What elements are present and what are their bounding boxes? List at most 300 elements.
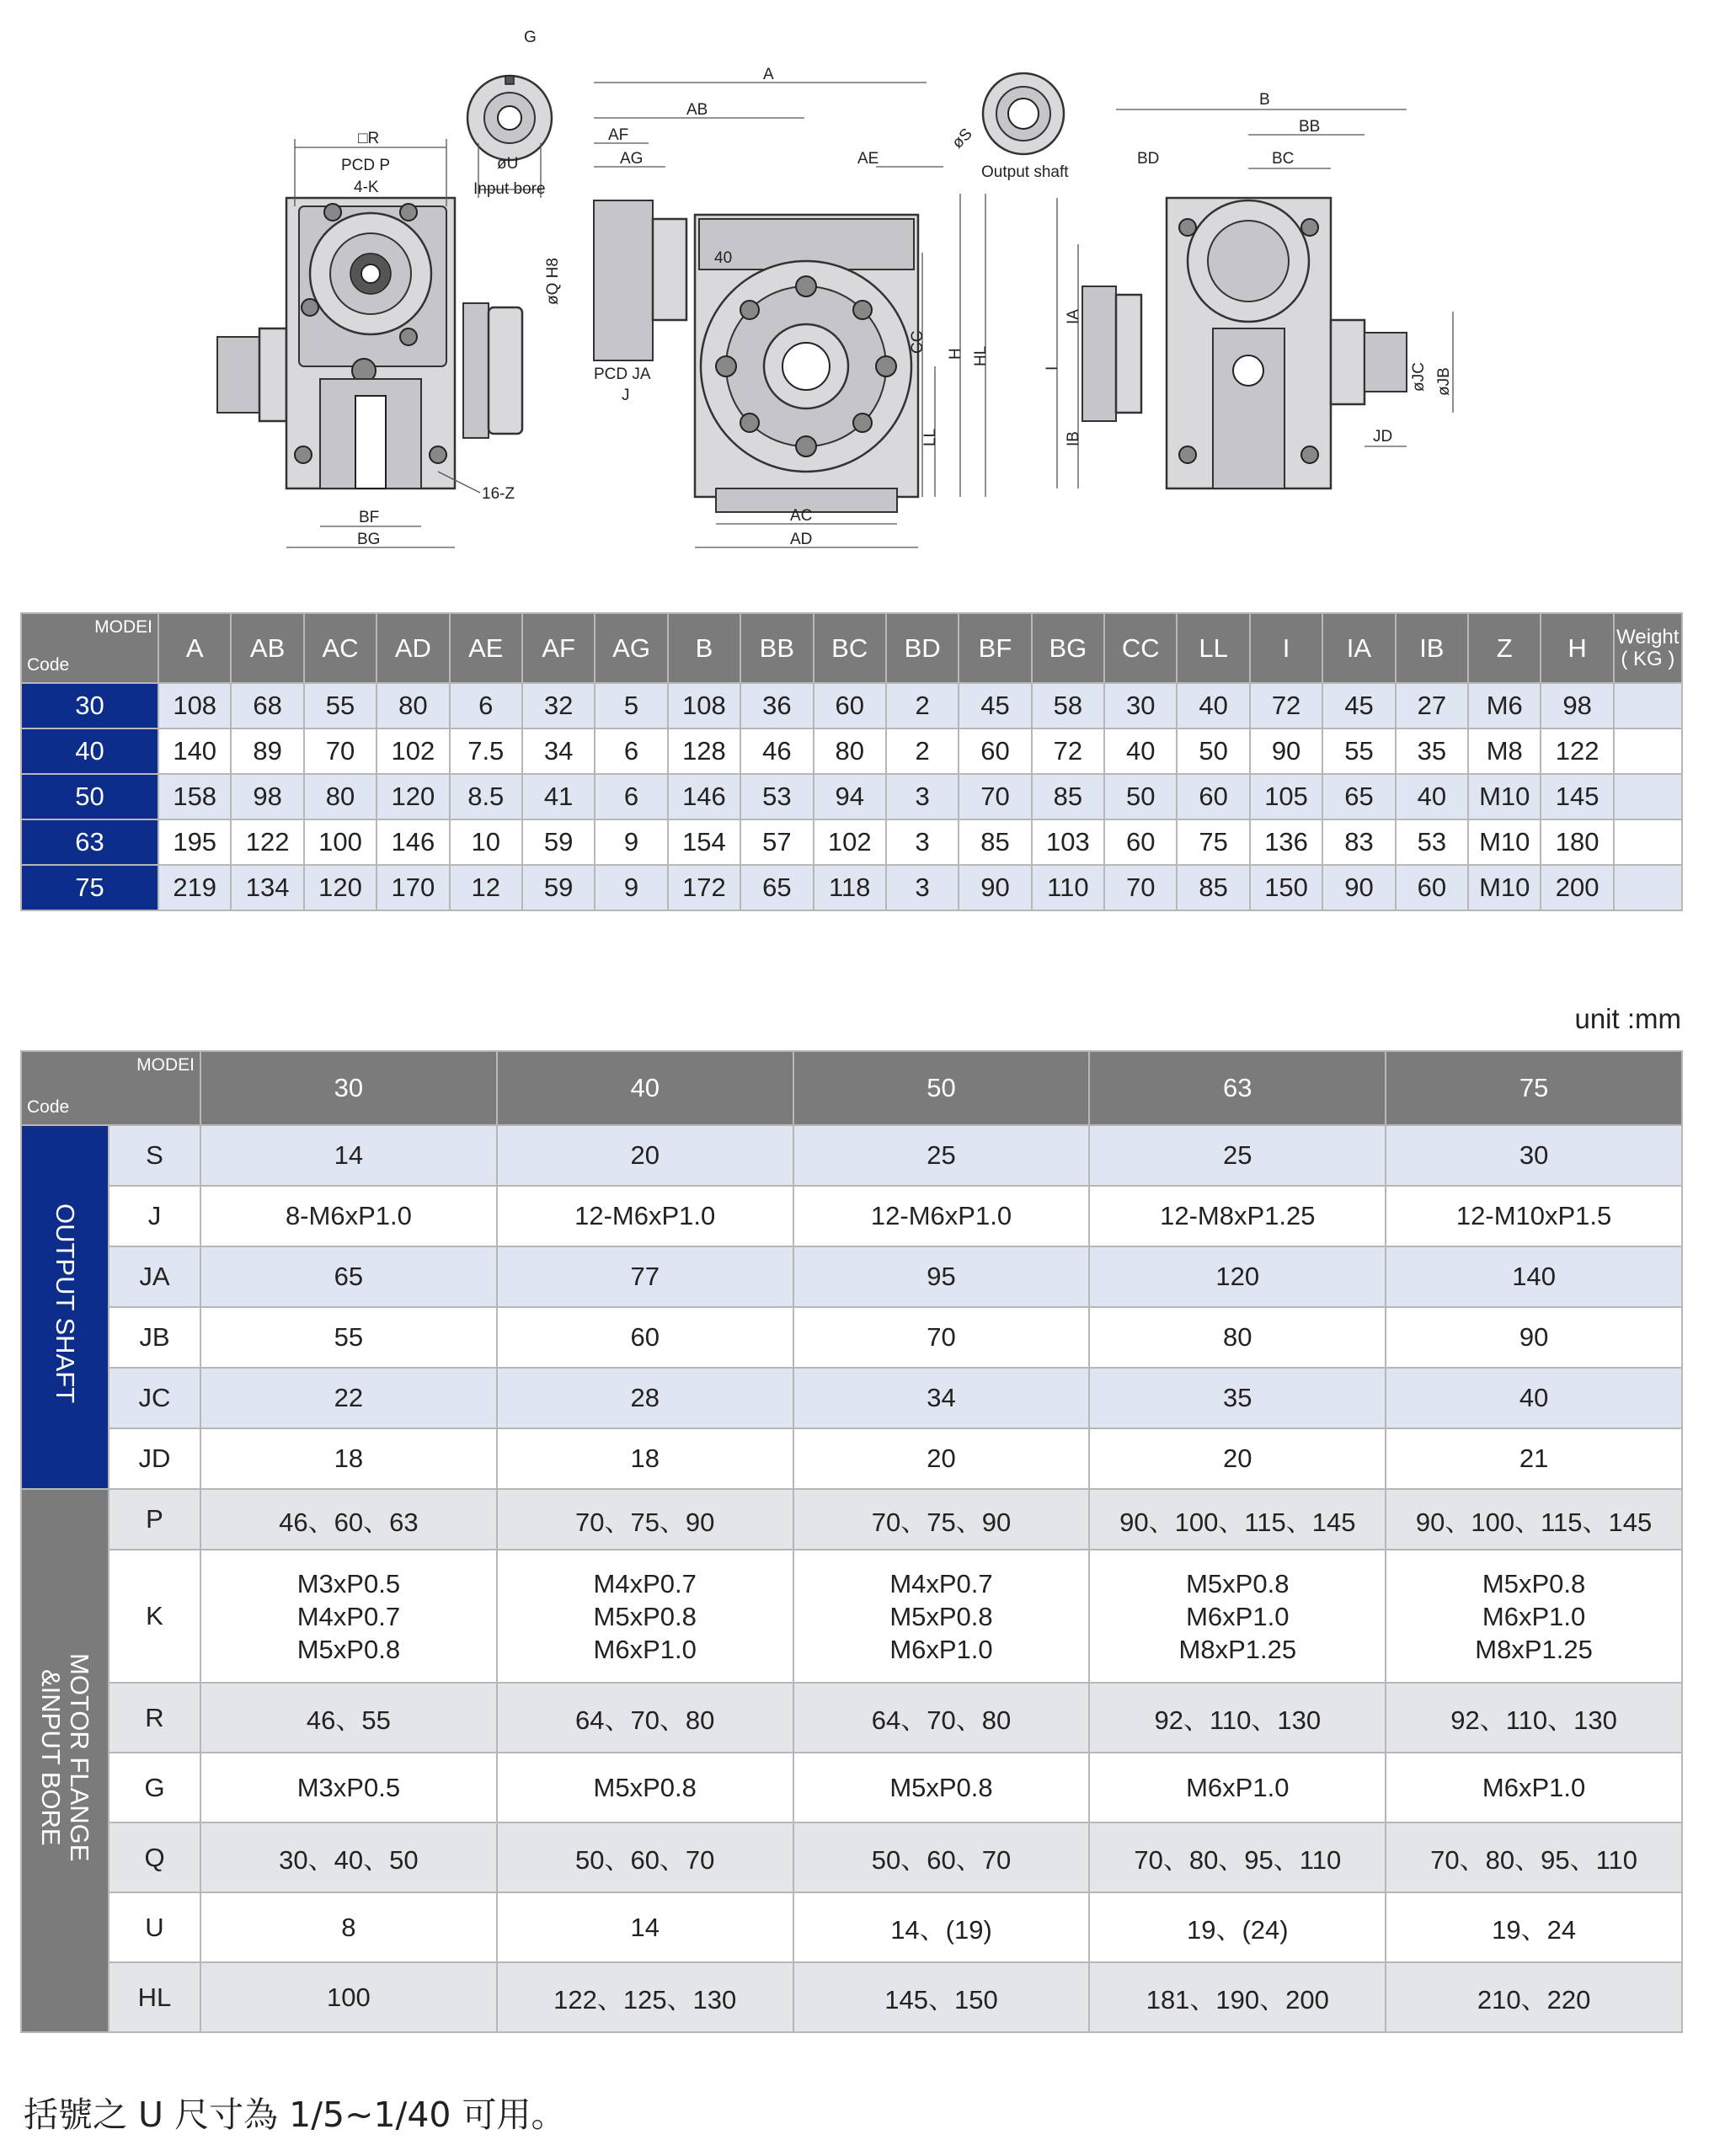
table-row	[21, 728, 1682, 774]
front-view	[544, 66, 990, 548]
table-cell: 35	[1396, 728, 1468, 774]
group-label-motor-flange	[21, 1489, 109, 2032]
dim-BG-label: BG	[357, 531, 381, 548]
cell-line: M5xP0.8	[889, 1601, 993, 1631]
table-row	[21, 819, 1682, 865]
model-header: 30	[200, 1051, 497, 1125]
table-cell: 134	[231, 865, 303, 910]
table-cell: 180	[1541, 819, 1613, 865]
dim-BC-label: BC	[1272, 150, 1295, 168]
cell-line: M4xP0.7	[296, 1601, 401, 1631]
table-cell: 120	[304, 865, 377, 910]
table-cell: M10	[1468, 774, 1541, 819]
table-cell: 210、220	[1386, 1962, 1682, 2032]
table-body	[21, 1125, 1682, 2032]
table-cell: 98	[1541, 683, 1613, 728]
table-cell: 98	[231, 774, 303, 819]
col-header: AE	[450, 613, 522, 683]
table-cell: 6	[450, 683, 522, 728]
table-cell: 92、110、130	[1386, 1683, 1682, 1753]
row-code-cell: 75	[21, 865, 158, 910]
row-code-cell: 40	[21, 728, 158, 774]
table-cell: 150	[1250, 865, 1322, 910]
table-cell: 46、60、63	[200, 1489, 497, 1550]
dim-AG-label: AG	[620, 150, 644, 168]
table-cell: 181、190、200	[1089, 1962, 1386, 2032]
table-cell: 30	[1386, 1125, 1682, 1186]
table-cell: 80	[304, 774, 377, 819]
table-cell: 50	[1177, 728, 1249, 774]
dim-R-label: □R	[358, 130, 380, 147]
table-cell: 12-M6xP1.0	[793, 1186, 1090, 1246]
dim-JD-label: JD	[1373, 428, 1393, 446]
table-cell: 80	[814, 728, 886, 774]
dim-4k-label: 4-K	[354, 179, 379, 196]
table-cell: 110	[1032, 865, 1104, 910]
table-cell: 140	[158, 728, 231, 774]
dim-U-label: øU	[497, 155, 519, 173]
table-cell: 55	[200, 1307, 497, 1368]
table-corner-cell	[21, 613, 158, 683]
table-cell: 60	[814, 683, 886, 728]
dim-H-label: H	[947, 348, 964, 360]
cell-line: M5xP0.8	[593, 1601, 697, 1631]
col-header: Z	[1468, 613, 1541, 683]
table-cell: 70	[793, 1307, 1090, 1368]
table-cell: 145、150	[793, 1962, 1090, 2032]
col-header: H	[1541, 613, 1613, 683]
row-key-cell: G	[109, 1753, 200, 1822]
dim-J-label: J	[622, 387, 630, 404]
row-code-cell: 30	[21, 683, 158, 728]
table-cell: 89	[231, 728, 303, 774]
table-cell: 34	[793, 1368, 1090, 1428]
table-row	[21, 683, 1682, 728]
cell-line: M8xP1.25	[1178, 1634, 1297, 1664]
row-key-cell: J	[109, 1186, 200, 1246]
dim-16z-label: 16-Z	[482, 485, 515, 503]
col-header-weight	[1614, 613, 1682, 683]
row-key-cell: K	[109, 1550, 200, 1683]
table-cell: 100	[200, 1962, 497, 2032]
table-row	[21, 1550, 1682, 1683]
cell-line: M5xP0.8	[1482, 1568, 1586, 1598]
dim-BF-label: BF	[359, 509, 380, 526]
table-cell: 60	[1396, 865, 1468, 910]
table-cell: 59	[522, 819, 595, 865]
table-cell: 2	[886, 728, 959, 774]
dim-I-label: I	[1044, 366, 1061, 371]
table-row	[21, 1962, 1682, 2032]
table-cell: 195	[158, 819, 231, 865]
cell-line: M6xP1.0	[1482, 1601, 1586, 1631]
table-cell: 8.5	[450, 774, 522, 819]
table-cell: 70、80、95、110	[1386, 1822, 1682, 1892]
row-key-cell: U	[109, 1892, 200, 1962]
table-cell: 95	[793, 1246, 1090, 1307]
table-cell: 154	[668, 819, 740, 865]
row-key-cell: JA	[109, 1246, 200, 1307]
col-header: BG	[1032, 613, 1104, 683]
input-bore-detail	[467, 29, 552, 198]
table-cell: 19、24	[1386, 1892, 1682, 1962]
col-header: AB	[231, 613, 303, 683]
dim-BB-label: BB	[1299, 118, 1321, 136]
table-corner-cell	[21, 1051, 200, 1125]
table-cell: 70、75、90	[497, 1489, 793, 1550]
dim-IB-label: IB	[1065, 431, 1082, 446]
table-row	[21, 1186, 1682, 1246]
table-cell: 9	[595, 819, 667, 865]
cell-line: M5xP0.8	[1186, 1568, 1290, 1598]
dim-G-label: G	[524, 29, 537, 46]
table-cell: 158	[158, 774, 231, 819]
table-cell: 14、(19)	[793, 1892, 1090, 1962]
table-cell: 80	[377, 683, 449, 728]
table-cell: 55	[304, 683, 377, 728]
table-cell: 50、60、70	[497, 1822, 793, 1892]
table-cell: M10	[1468, 865, 1541, 910]
table-cell: 25	[1089, 1125, 1386, 1186]
table-cell: 72	[1032, 728, 1104, 774]
table-cell: 70、80、95、110	[1089, 1822, 1386, 1892]
dim-pcdp-label: PCD P	[341, 157, 391, 174]
input-bore-caption: Input bore	[473, 180, 546, 198]
table-cell: 83	[1322, 819, 1395, 865]
group-label-line2: &INPUT BORE	[36, 1668, 66, 1846]
table-cell: 80	[1089, 1307, 1386, 1368]
table-row	[21, 1368, 1682, 1428]
table-cell: 72	[1250, 683, 1322, 728]
col-header: B	[668, 613, 740, 683]
weight-cell	[1614, 683, 1682, 728]
output-shaft-caption: Output shaft	[981, 163, 1069, 181]
table-cell: 30、40、50	[200, 1822, 497, 1892]
group-label-line1: MOTOR FLANGE	[65, 1652, 94, 1862]
table-cell: 120	[1089, 1246, 1386, 1307]
dim-JC-label: øJC	[1410, 362, 1428, 392]
table-cell: 90、100、115、145	[1089, 1489, 1386, 1550]
row-key-cell: JD	[109, 1428, 200, 1489]
dim-AE-label: AE	[857, 150, 879, 168]
table-cell: 70	[304, 728, 377, 774]
cell-line: M4xP0.7	[593, 1568, 697, 1598]
table-cell: 200	[1541, 865, 1613, 910]
col-header: I	[1250, 613, 1322, 683]
table-cell: 122	[231, 819, 303, 865]
cell-line: M6xP1.0	[889, 1634, 993, 1664]
weight-cell	[1614, 728, 1682, 774]
table-cell: 105	[1250, 774, 1322, 819]
dim-IA-label: IA	[1065, 309, 1082, 324]
col-header: BB	[740, 613, 813, 683]
table-cell: 14	[200, 1125, 497, 1186]
table-header-row	[21, 1051, 1682, 1125]
gearbox-dimension-drawing	[211, 17, 1508, 556]
dim-HL-label: HL	[972, 345, 990, 366]
table-cell: 50、60、70	[793, 1822, 1090, 1892]
col-header: BF	[959, 613, 1031, 683]
table-cell: 45	[1322, 683, 1395, 728]
table-cell: 85	[959, 819, 1031, 865]
row-key-cell: S	[109, 1125, 200, 1186]
col-header: AC	[304, 613, 377, 683]
group-label-text: OUTPUT SHAFT	[51, 1203, 80, 1404]
table-cell: 30	[1104, 683, 1177, 728]
col-header: IB	[1396, 613, 1468, 683]
table-cell: 7.5	[450, 728, 522, 774]
table-cell: 70	[959, 774, 1031, 819]
table-cell: 14	[497, 1892, 793, 1962]
table-cell: M5xP0.8	[497, 1753, 793, 1822]
dimension-table-flange	[20, 1050, 1683, 2033]
table-cell: 60	[497, 1307, 793, 1368]
row-key-cell: HL	[109, 1962, 200, 2032]
dim-BD-label: BD	[1137, 150, 1160, 168]
table-cell: 28	[497, 1368, 793, 1428]
table-cell: 27	[1396, 683, 1468, 728]
col-header: AG	[595, 613, 667, 683]
table-cell: 5	[595, 683, 667, 728]
table-row	[21, 1683, 1682, 1753]
table-cell: 90	[959, 865, 1031, 910]
table-cell: 118	[814, 865, 886, 910]
dim-JB-label: øJB	[1435, 367, 1453, 396]
table-cell	[200, 1550, 497, 1683]
dimension-table-main	[20, 612, 1683, 911]
table-body	[21, 683, 1682, 910]
table-cell: 60	[1104, 819, 1177, 865]
cell-line: M6xP1.0	[593, 1634, 697, 1664]
table-cell: 55	[1322, 728, 1395, 774]
side-view	[1044, 91, 1453, 488]
table-cell: 19、(24)	[1089, 1892, 1386, 1962]
table-cell: M6	[1468, 683, 1541, 728]
table-cell: 6	[595, 774, 667, 819]
table-cell: 140	[1386, 1246, 1682, 1307]
corner-model-label: MODEI	[136, 1055, 195, 1075]
table-cell: M5xP0.8	[793, 1753, 1090, 1822]
technical-drawing	[211, 17, 1508, 556]
group-label-text	[36, 1653, 93, 1861]
table-row	[21, 1307, 1682, 1368]
table-cell: 58	[1032, 683, 1104, 728]
model-header: 40	[497, 1051, 793, 1125]
table-cell: 219	[158, 865, 231, 910]
col-header: AF	[522, 613, 595, 683]
col-header: AD	[377, 613, 449, 683]
table-cell: 32	[522, 683, 595, 728]
table-row	[21, 865, 1682, 910]
dim-LL-label: LL	[921, 428, 939, 446]
table-row	[21, 1892, 1682, 1962]
table-cell: 65	[1322, 774, 1395, 819]
unit-label: unit :mm	[1574, 1003, 1681, 1034]
table-cell: 34	[522, 728, 595, 774]
table-cell: M6xP1.0	[1089, 1753, 1386, 1822]
row-key-cell: Q	[109, 1822, 200, 1892]
dim-S-label: øS	[948, 125, 976, 152]
table-cell: 75	[1177, 819, 1249, 865]
dim-AB-label: AB	[686, 101, 708, 119]
table-cell: 18	[497, 1428, 793, 1489]
table-cell: 36	[740, 683, 813, 728]
table-header-row	[21, 613, 1682, 683]
table-cell: 12-M10xP1.5	[1386, 1186, 1682, 1246]
table-cell: 136	[1250, 819, 1322, 865]
cell-line: M3xP0.5	[296, 1568, 401, 1598]
dim-pcdja-label: PCD JA	[594, 366, 651, 383]
table-cell: 40	[1104, 728, 1177, 774]
row-code-cell: 63	[21, 819, 158, 865]
weight-cell	[1614, 819, 1682, 865]
table-cell: 46	[740, 728, 813, 774]
table-cell: 122	[1541, 728, 1613, 774]
model-header: 63	[1089, 1051, 1386, 1125]
table-cell: 146	[377, 819, 449, 865]
table-cell: 41	[522, 774, 595, 819]
table-cell: 94	[814, 774, 886, 819]
table-cell: 108	[668, 683, 740, 728]
table-cell: 40	[1177, 683, 1249, 728]
table-cell: 70、75、90	[793, 1489, 1090, 1550]
table-cell: 146	[668, 774, 740, 819]
table-cell: 12-M6xP1.0	[497, 1186, 793, 1246]
table-cell: 25	[793, 1125, 1090, 1186]
table-cell: 170	[377, 865, 449, 910]
corner-code-label: Code	[27, 1097, 70, 1117]
table-cell: 22	[200, 1368, 497, 1428]
table-row	[21, 774, 1682, 819]
table-cell: 92、110、130	[1089, 1683, 1386, 1753]
weight-cell	[1614, 865, 1682, 910]
table-cell: 40	[1386, 1368, 1682, 1428]
table-cell: 100	[304, 819, 377, 865]
table-cell: 2	[886, 683, 959, 728]
table-cell: 85	[1032, 774, 1104, 819]
col-header: BD	[886, 613, 959, 683]
table-cell: 65	[200, 1246, 497, 1307]
col-header: BC	[814, 613, 886, 683]
model-header: 75	[1386, 1051, 1682, 1125]
table-cell: 12-M8xP1.25	[1089, 1186, 1386, 1246]
table-cell: 65	[740, 865, 813, 910]
table-cell: 102	[377, 728, 449, 774]
table-cell: 145	[1541, 774, 1613, 819]
table-cell: 3	[886, 774, 959, 819]
row-code-cell: 50	[21, 774, 158, 819]
col-header: LL	[1177, 613, 1249, 683]
table-cell: M8	[1468, 728, 1541, 774]
col-header: A	[158, 613, 231, 683]
table-cell: 90	[1322, 865, 1395, 910]
weight-label: Weight ( KG )	[1616, 625, 1680, 670]
table-cell	[1089, 1550, 1386, 1683]
table-cell: 60	[1177, 774, 1249, 819]
row-key-cell: JB	[109, 1307, 200, 1368]
table-cell: 70	[1104, 865, 1177, 910]
table-cell: 77	[497, 1246, 793, 1307]
dim-Q-label: øQ H8	[544, 258, 562, 305]
corner-model-label: MODEI	[94, 617, 152, 637]
table-cell: 8	[200, 1892, 497, 1962]
table-cell: 64、70、80	[793, 1683, 1090, 1753]
table-cell: 68	[231, 683, 303, 728]
row-key-cell: JC	[109, 1368, 200, 1428]
dim-B-label: B	[1259, 91, 1270, 109]
table-row	[21, 1246, 1682, 1307]
col-header: IA	[1322, 613, 1395, 683]
table-cell: 120	[377, 774, 449, 819]
cell-line: M6xP1.0	[1186, 1601, 1290, 1631]
table-cell: 53	[1396, 819, 1468, 865]
table-cell: 122、125、130	[497, 1962, 793, 2032]
table-row	[21, 1822, 1682, 1892]
table-cell: 9	[595, 865, 667, 910]
dim-AF-label: AF	[608, 126, 629, 144]
table-cell: 50	[1104, 774, 1177, 819]
table-cell: 18	[200, 1428, 497, 1489]
table-row	[21, 1125, 1682, 1186]
table-cell: 20	[1089, 1428, 1386, 1489]
table-cell: 46、55	[200, 1683, 497, 1753]
table-cell: 6	[595, 728, 667, 774]
table-cell: M3xP0.5	[200, 1753, 497, 1822]
table-cell: 3	[886, 819, 959, 865]
model-header: 50	[793, 1051, 1090, 1125]
table-cell: 21	[1386, 1428, 1682, 1489]
table-cell: 53	[740, 774, 813, 819]
cell-line: M4xP0.7	[889, 1568, 993, 1598]
table-cell: 103	[1032, 819, 1104, 865]
footnote: 括號之 U 尺寸為 1/5~1/40 可用。	[24, 2095, 566, 2135]
table-cell: 8-M6xP1.0	[200, 1186, 497, 1246]
table-cell: 3	[886, 865, 959, 910]
table-row	[21, 1753, 1682, 1822]
dim-A-label: A	[763, 66, 774, 83]
table-cell: 64、70、80	[497, 1683, 793, 1753]
table-cell: 102	[814, 819, 886, 865]
weight-cell	[1614, 774, 1682, 819]
table-cell: 45	[959, 683, 1031, 728]
cell-line: M8xP1.25	[1475, 1634, 1593, 1664]
table-cell	[793, 1550, 1090, 1683]
table-cell: 172	[668, 865, 740, 910]
row-key-cell: P	[109, 1489, 200, 1550]
table-cell: 128	[668, 728, 740, 774]
table-cell	[1386, 1550, 1682, 1683]
table-cell: 59	[522, 865, 595, 910]
group-label-output-shaft	[21, 1125, 109, 1489]
table-cell: 90	[1386, 1307, 1682, 1368]
table-cell: 40	[1396, 774, 1468, 819]
table-cell: 85	[1177, 865, 1249, 910]
table-cell: 35	[1089, 1368, 1386, 1428]
table-cell: 20	[793, 1428, 1090, 1489]
table-cell: 90、100、115、145	[1386, 1489, 1682, 1550]
dim-CC-label: CC	[909, 330, 927, 354]
dim-AC-label: AC	[790, 507, 813, 525]
table-cell: 60	[959, 728, 1031, 774]
table-cell: 20	[497, 1125, 793, 1186]
corner-code-label: Code	[27, 655, 70, 675]
table-cell: 108	[158, 683, 231, 728]
table-cell: 10	[450, 819, 522, 865]
table-cell: M6xP1.0	[1386, 1753, 1682, 1822]
table-row	[21, 1489, 1682, 1550]
col-header: CC	[1104, 613, 1177, 683]
row-key-cell: R	[109, 1683, 200, 1753]
